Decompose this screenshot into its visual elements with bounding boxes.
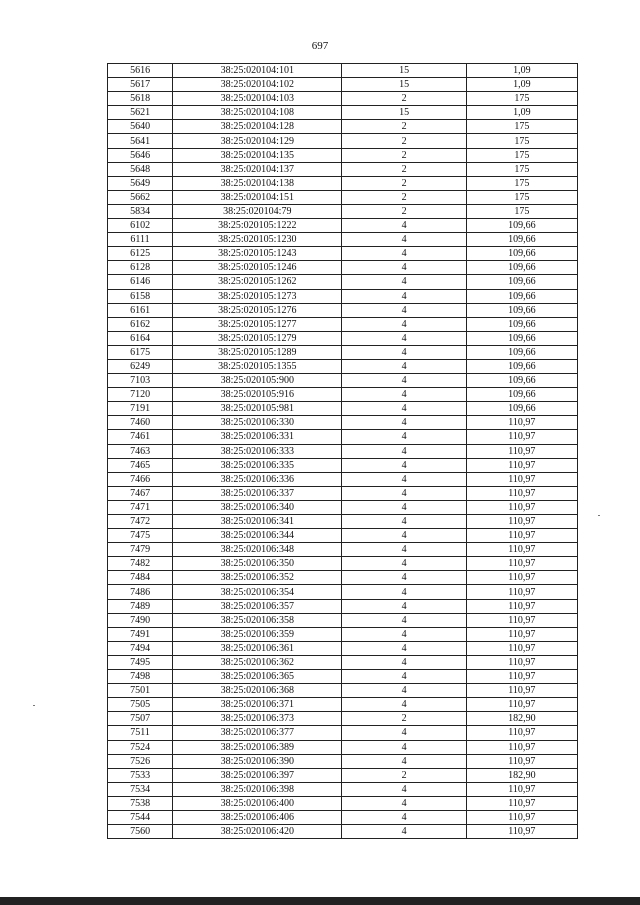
- value-cell: 109,66: [466, 359, 577, 373]
- cadastral-number-cell: 38:25:020104:135: [173, 148, 342, 162]
- table-row: [108, 740, 578, 754]
- table-row: [108, 486, 578, 500]
- cadastral-number-cell: 38:25:020106:357: [173, 599, 342, 613]
- value-cell: 110,97: [466, 458, 577, 472]
- category-cell: 4: [342, 740, 466, 754]
- row-number-cell: 7534: [108, 782, 173, 796]
- row-number-cell: 7511: [108, 726, 173, 740]
- category-cell: 4: [342, 345, 466, 359]
- table-row: [108, 219, 578, 233]
- table-row: [108, 416, 578, 430]
- value-cell: 110,97: [466, 599, 577, 613]
- table-row: [108, 458, 578, 472]
- cadastral-number-cell: 38:25:020106:377: [173, 726, 342, 740]
- table-row: [108, 585, 578, 599]
- cadastral-number-cell: 38:25:020104:102: [173, 78, 342, 92]
- table-row: [108, 247, 578, 261]
- category-cell: 4: [342, 754, 466, 768]
- row-number-cell: 5641: [108, 134, 173, 148]
- row-number-cell: 6128: [108, 261, 173, 275]
- cadastral-number-cell: 38:25:020106:331: [173, 430, 342, 444]
- cadastral-number-cell: 38:25:020105:1277: [173, 317, 342, 331]
- cadastral-number-cell: 38:25:020105:1243: [173, 247, 342, 261]
- value-cell: 110,97: [466, 543, 577, 557]
- cadastral-number-cell: 38:25:020106:373: [173, 712, 342, 726]
- row-number-cell: 7484: [108, 571, 173, 585]
- cadastral-number-cell: 38:25:020106:400: [173, 796, 342, 810]
- table-row: [108, 233, 578, 247]
- cadastral-number-cell: 38:25:020106:333: [173, 444, 342, 458]
- row-number-cell: 7495: [108, 655, 173, 669]
- value-cell: 110,97: [466, 627, 577, 641]
- table-row: [108, 374, 578, 388]
- row-number-cell: 5646: [108, 148, 173, 162]
- category-cell: 4: [342, 627, 466, 641]
- row-number-cell: 6161: [108, 303, 173, 317]
- table-row: [108, 106, 578, 120]
- table-row: [108, 120, 578, 134]
- cadastral-number-cell: 38:25:020106:365: [173, 670, 342, 684]
- value-cell: 110,97: [466, 486, 577, 500]
- table-row: [108, 444, 578, 458]
- category-cell: 4: [342, 289, 466, 303]
- row-number-cell: 5648: [108, 162, 173, 176]
- cadastral-number-cell: 38:25:020106:389: [173, 740, 342, 754]
- row-number-cell: 7463: [108, 444, 173, 458]
- cadastral-number-cell: 38:25:020105:900: [173, 374, 342, 388]
- row-number-cell: 7475: [108, 529, 173, 543]
- cadastral-number-cell: 38:25:020106:406: [173, 810, 342, 824]
- table-row: [108, 543, 578, 557]
- value-cell: 109,66: [466, 331, 577, 345]
- value-cell: 110,97: [466, 430, 577, 444]
- value-cell: 110,97: [466, 557, 577, 571]
- value-cell: 110,97: [466, 810, 577, 824]
- row-number-cell: 7491: [108, 627, 173, 641]
- row-number-cell: 7471: [108, 500, 173, 514]
- value-cell: 110,97: [466, 641, 577, 655]
- row-number-cell: 7505: [108, 698, 173, 712]
- cadastral-number-cell: 38:25:020105:1276: [173, 303, 342, 317]
- table-row: [108, 641, 578, 655]
- row-number-cell: 7467: [108, 486, 173, 500]
- value-cell: 110,97: [466, 529, 577, 543]
- category-cell: 4: [342, 219, 466, 233]
- cadastral-number-cell: 38:25:020106:368: [173, 684, 342, 698]
- cadastral-number-cell: 38:25:020104:151: [173, 190, 342, 204]
- category-cell: 4: [342, 402, 466, 416]
- cadastral-number-cell: 38:25:020106:359: [173, 627, 342, 641]
- cadastral-number-cell: 38:25:020106:337: [173, 486, 342, 500]
- value-cell: 110,97: [466, 726, 577, 740]
- row-number-cell: 7560: [108, 825, 173, 839]
- cadastral-number-cell: 38:25:020105:1279: [173, 331, 342, 345]
- category-cell: 4: [342, 825, 466, 839]
- value-cell: 110,97: [466, 782, 577, 796]
- row-number-cell: 6175: [108, 345, 173, 359]
- value-cell: 110,97: [466, 684, 577, 698]
- category-cell: 4: [342, 613, 466, 627]
- row-number-cell: 5617: [108, 78, 173, 92]
- table-row: [108, 64, 578, 78]
- value-cell: 110,97: [466, 416, 577, 430]
- row-number-cell: 6102: [108, 219, 173, 233]
- scan-bottom-edge: [0, 897, 640, 905]
- table-row: [108, 698, 578, 712]
- table-row: [108, 204, 578, 218]
- table-row: [108, 162, 578, 176]
- value-cell: 109,66: [466, 402, 577, 416]
- value-cell: 110,97: [466, 754, 577, 768]
- value-cell: 175: [466, 204, 577, 218]
- row-number-cell: 5834: [108, 204, 173, 218]
- cadastral-number-cell: 38:25:020106:397: [173, 768, 342, 782]
- value-cell: 109,66: [466, 219, 577, 233]
- category-cell: 4: [342, 782, 466, 796]
- cadastral-number-cell: 38:25:020106:398: [173, 782, 342, 796]
- category-cell: 2: [342, 92, 466, 106]
- row-number-cell: 6146: [108, 275, 173, 289]
- category-cell: 4: [342, 458, 466, 472]
- category-cell: 4: [342, 571, 466, 585]
- value-cell: 110,97: [466, 825, 577, 839]
- value-cell: 109,66: [466, 374, 577, 388]
- category-cell: 4: [342, 303, 466, 317]
- row-number-cell: 7479: [108, 543, 173, 557]
- value-cell: 110,97: [466, 571, 577, 585]
- cadastral-number-cell: 38:25:020106:335: [173, 458, 342, 472]
- row-number-cell: 7103: [108, 374, 173, 388]
- category-cell: 2: [342, 176, 466, 190]
- category-cell: 4: [342, 472, 466, 486]
- category-cell: 4: [342, 388, 466, 402]
- cadastral-number-cell: 38:25:020105:1246: [173, 261, 342, 275]
- cadastral-number-cell: 38:25:020104:138: [173, 176, 342, 190]
- row-number-cell: 7482: [108, 557, 173, 571]
- table-row: [108, 261, 578, 275]
- cadastral-number-cell: 38:25:020104:101: [173, 64, 342, 78]
- value-cell: 110,97: [466, 515, 577, 529]
- value-cell: 109,66: [466, 247, 577, 261]
- cadastral-number-cell: 38:25:020105:916: [173, 388, 342, 402]
- table-row: [108, 148, 578, 162]
- category-cell: 4: [342, 444, 466, 458]
- table-row: [108, 331, 578, 345]
- row-number-cell: 6125: [108, 247, 173, 261]
- value-cell: 110,97: [466, 444, 577, 458]
- category-cell: 4: [342, 543, 466, 557]
- category-cell: 2: [342, 204, 466, 218]
- table-row: [108, 190, 578, 204]
- row-number-cell: 7486: [108, 585, 173, 599]
- category-cell: 4: [342, 317, 466, 331]
- cadastral-number-cell: 38:25:020106:336: [173, 472, 342, 486]
- category-cell: 4: [342, 585, 466, 599]
- cadastral-number-cell: 38:25:020106:420: [173, 825, 342, 839]
- value-cell: 1,09: [466, 106, 577, 120]
- value-cell: 109,66: [466, 345, 577, 359]
- table-row: [108, 317, 578, 331]
- table-row: [108, 500, 578, 514]
- table-row: [108, 402, 578, 416]
- cadastral-number-cell: 38:25:020105:981: [173, 402, 342, 416]
- value-cell: 110,97: [466, 698, 577, 712]
- cadastral-number-cell: 38:25:020106:330: [173, 416, 342, 430]
- row-number-cell: 5618: [108, 92, 173, 106]
- category-cell: 4: [342, 670, 466, 684]
- cadastral-number-cell: 38:25:020105:1355: [173, 359, 342, 373]
- table-row: [108, 670, 578, 684]
- scan-speck: [33, 705, 35, 706]
- value-cell: 175: [466, 120, 577, 134]
- row-number-cell: 7465: [108, 458, 173, 472]
- value-cell: 175: [466, 134, 577, 148]
- value-cell: 110,97: [466, 472, 577, 486]
- category-cell: 4: [342, 331, 466, 345]
- value-cell: 175: [466, 92, 577, 106]
- category-cell: 15: [342, 64, 466, 78]
- table-row: [108, 768, 578, 782]
- cadastral-number-cell: 38:25:020105:1273: [173, 289, 342, 303]
- table-row: [108, 655, 578, 669]
- row-number-cell: 6111: [108, 233, 173, 247]
- category-cell: 4: [342, 599, 466, 613]
- row-number-cell: 5640: [108, 120, 173, 134]
- cadastral-number-cell: 38:25:020106:340: [173, 500, 342, 514]
- row-number-cell: 7460: [108, 416, 173, 430]
- table-row: [108, 684, 578, 698]
- category-cell: 4: [342, 261, 466, 275]
- row-number-cell: 6249: [108, 359, 173, 373]
- cadastral-number-cell: 38:25:020106:350: [173, 557, 342, 571]
- category-cell: 2: [342, 712, 466, 726]
- category-cell: 2: [342, 148, 466, 162]
- row-number-cell: 7526: [108, 754, 173, 768]
- value-cell: 175: [466, 190, 577, 204]
- cadastral-number-cell: 38:25:020106:354: [173, 585, 342, 599]
- row-number-cell: 7490: [108, 613, 173, 627]
- cadastral-number-cell: 38:25:020106:371: [173, 698, 342, 712]
- row-number-cell: 7544: [108, 810, 173, 824]
- category-cell: 4: [342, 430, 466, 444]
- row-number-cell: 5616: [108, 64, 173, 78]
- value-cell: 110,97: [466, 585, 577, 599]
- category-cell: 2: [342, 162, 466, 176]
- category-cell: 4: [342, 810, 466, 824]
- table-row: [108, 275, 578, 289]
- cadastral-number-cell: 38:25:020104:108: [173, 106, 342, 120]
- value-cell: 109,66: [466, 275, 577, 289]
- row-number-cell: 7533: [108, 768, 173, 782]
- cadastral-number-cell: 38:25:020106:352: [173, 571, 342, 585]
- value-cell: 109,66: [466, 317, 577, 331]
- table-row: [108, 388, 578, 402]
- table-row: [108, 515, 578, 529]
- cadastral-number-cell: 38:25:020106:390: [173, 754, 342, 768]
- cadastral-number-cell: 38:25:020105:1262: [173, 275, 342, 289]
- cadastral-number-cell: 38:25:020104:103: [173, 92, 342, 106]
- table-row: [108, 176, 578, 190]
- value-cell: 182,90: [466, 712, 577, 726]
- value-cell: 1,09: [466, 64, 577, 78]
- cadastral-number-cell: 38:25:020106:361: [173, 641, 342, 655]
- row-number-cell: 7120: [108, 388, 173, 402]
- row-number-cell: 7538: [108, 796, 173, 810]
- category-cell: 2: [342, 768, 466, 782]
- row-number-cell: 7501: [108, 684, 173, 698]
- category-cell: 4: [342, 726, 466, 740]
- value-cell: 109,66: [466, 233, 577, 247]
- category-cell: 4: [342, 247, 466, 261]
- value-cell: 182,90: [466, 768, 577, 782]
- category-cell: 4: [342, 529, 466, 543]
- table-row: [108, 557, 578, 571]
- category-cell: 4: [342, 416, 466, 430]
- cadastral-number-cell: 38:25:020105:1230: [173, 233, 342, 247]
- table-row: [108, 726, 578, 740]
- category-cell: 4: [342, 275, 466, 289]
- category-cell: 4: [342, 698, 466, 712]
- value-cell: 175: [466, 148, 577, 162]
- table-body: [108, 64, 578, 839]
- row-number-cell: 7191: [108, 402, 173, 416]
- row-number-cell: 6164: [108, 331, 173, 345]
- table-row: [108, 825, 578, 839]
- value-cell: 175: [466, 162, 577, 176]
- cadastral-number-cell: 38:25:020105:1289: [173, 345, 342, 359]
- cadastral-table: [107, 63, 578, 839]
- category-cell: 2: [342, 120, 466, 134]
- row-number-cell: 6162: [108, 317, 173, 331]
- category-cell: 15: [342, 106, 466, 120]
- cadastral-number-cell: 38:25:020106:358: [173, 613, 342, 627]
- category-cell: 4: [342, 374, 466, 388]
- row-number-cell: 7524: [108, 740, 173, 754]
- category-cell: 4: [342, 233, 466, 247]
- row-number-cell: 5662: [108, 190, 173, 204]
- category-cell: 15: [342, 78, 466, 92]
- row-number-cell: 7498: [108, 670, 173, 684]
- value-cell: 110,97: [466, 613, 577, 627]
- category-cell: 2: [342, 134, 466, 148]
- category-cell: 2: [342, 190, 466, 204]
- table-row: [108, 345, 578, 359]
- scan-speck: [598, 515, 600, 516]
- table-row: [108, 571, 578, 585]
- table-row: [108, 529, 578, 543]
- value-cell: 110,97: [466, 740, 577, 754]
- value-cell: 109,66: [466, 261, 577, 275]
- cadastral-number-cell: 38:25:020106:341: [173, 515, 342, 529]
- cadastral-number-cell: 38:25:020106:362: [173, 655, 342, 669]
- cadastral-number-cell: 38:25:020106:348: [173, 543, 342, 557]
- row-number-cell: 7494: [108, 641, 173, 655]
- category-cell: 4: [342, 359, 466, 373]
- category-cell: 4: [342, 557, 466, 571]
- category-cell: 4: [342, 486, 466, 500]
- table-row: [108, 613, 578, 627]
- table-row: [108, 796, 578, 810]
- row-number-cell: 6158: [108, 289, 173, 303]
- table-row: [108, 134, 578, 148]
- value-cell: 175: [466, 176, 577, 190]
- table-row: [108, 78, 578, 92]
- row-number-cell: 5649: [108, 176, 173, 190]
- value-cell: 109,66: [466, 388, 577, 402]
- row-number-cell: 7466: [108, 472, 173, 486]
- table-row: [108, 303, 578, 317]
- value-cell: 109,66: [466, 303, 577, 317]
- cadastral-number-cell: 38:25:020105:1222: [173, 219, 342, 233]
- value-cell: 110,97: [466, 796, 577, 810]
- table-row: [108, 430, 578, 444]
- table-row: [108, 627, 578, 641]
- cadastral-number-cell: 38:25:020104:129: [173, 134, 342, 148]
- table-row: [108, 810, 578, 824]
- value-cell: 110,97: [466, 670, 577, 684]
- value-cell: 110,97: [466, 655, 577, 669]
- category-cell: 4: [342, 655, 466, 669]
- row-number-cell: 7507: [108, 712, 173, 726]
- cadastral-number-cell: 38:25:020104:79: [173, 204, 342, 218]
- table-row: [108, 289, 578, 303]
- table-row: [108, 712, 578, 726]
- cadastral-number-cell: 38:25:020104:128: [173, 120, 342, 134]
- cadastral-number-cell: 38:25:020104:137: [173, 162, 342, 176]
- table-row: [108, 359, 578, 373]
- category-cell: 4: [342, 500, 466, 514]
- value-cell: 109,66: [466, 289, 577, 303]
- cadastral-number-cell: 38:25:020106:344: [173, 529, 342, 543]
- table-row: [108, 782, 578, 796]
- row-number-cell: 7461: [108, 430, 173, 444]
- category-cell: 4: [342, 684, 466, 698]
- row-number-cell: 5621: [108, 106, 173, 120]
- value-cell: 110,97: [466, 500, 577, 514]
- category-cell: 4: [342, 796, 466, 810]
- table-row: [108, 472, 578, 486]
- table-row: [108, 599, 578, 613]
- page-number: 697: [311, 40, 329, 52]
- row-number-cell: 7489: [108, 599, 173, 613]
- table-row: [108, 754, 578, 768]
- category-cell: 4: [342, 641, 466, 655]
- category-cell: 4: [342, 515, 466, 529]
- row-number-cell: 7472: [108, 515, 173, 529]
- value-cell: 1,09: [466, 78, 577, 92]
- table-row: [108, 92, 578, 106]
